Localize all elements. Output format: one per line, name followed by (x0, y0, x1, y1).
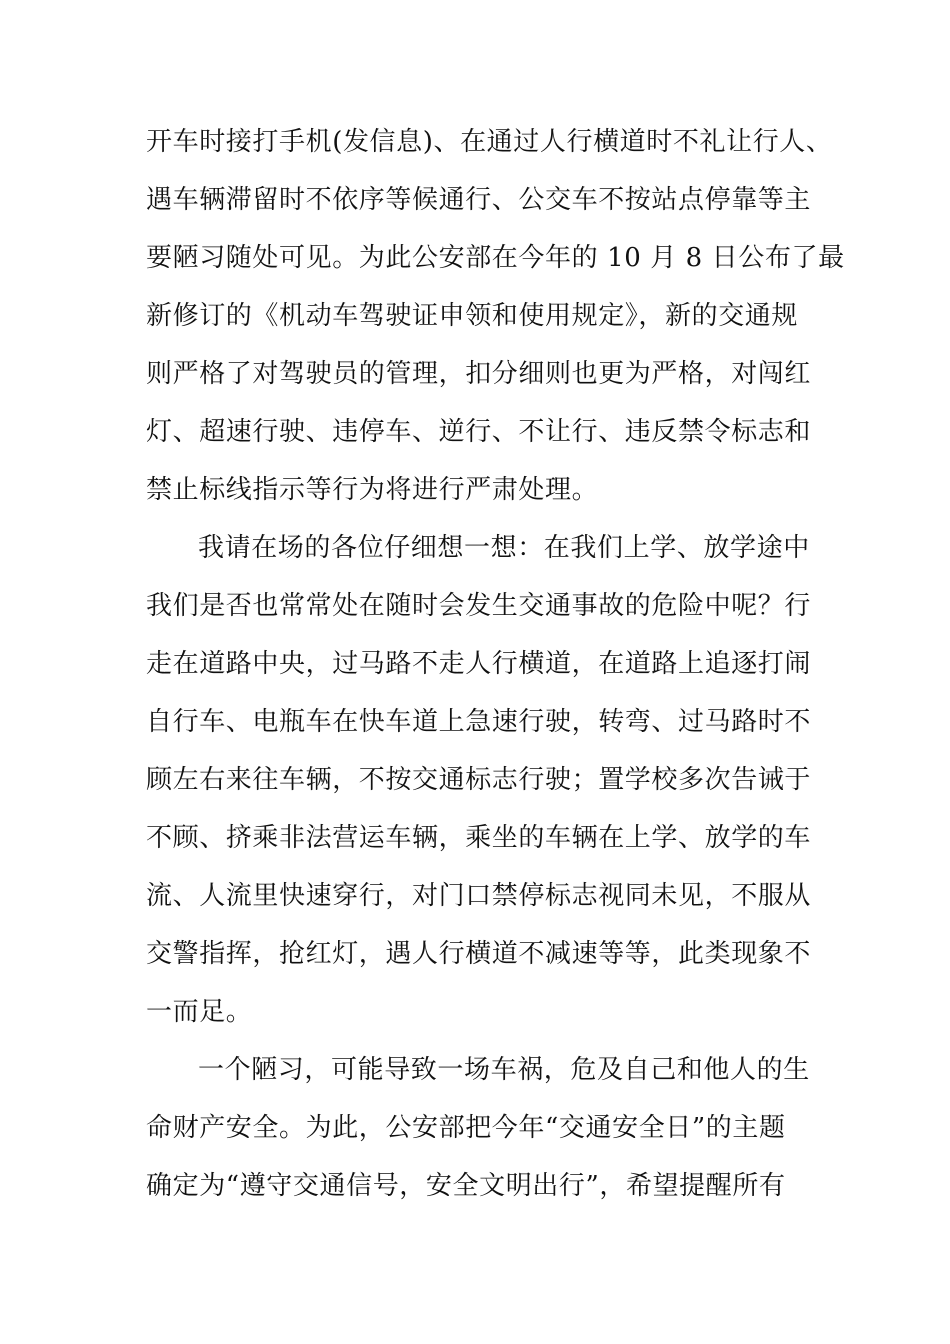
text-line-18: 命财产安全。为此，公安部把今年“交通安全日”的主题 (146, 1113, 786, 1143)
text-line-10: 走在道路中央，过马路不走人行横道，在道路上追逐打闹 (146, 649, 812, 679)
text-line-6: 灯、超速行驶、违停车、逆行、不让行、违反禁令标志和 (146, 417, 812, 447)
text-line-7: 禁止标线指示等行为将进行严肃处理。 (146, 475, 599, 505)
text-line-9: 我们是否也常常处在随时会发生交通事故的危险中呢？行 (146, 591, 812, 621)
text-line-16: 一而足。 (146, 997, 253, 1027)
text-line-4: 新修订的《机动车驾驶证申领和使用规定》，新的交通规 (146, 301, 799, 331)
text-line-14: 流、人流里快速穿行，对门口禁停标志视同未见，不服从 (146, 881, 812, 911)
paragraph-2-first-line: 我请在场的各位仔细想一想：在我们上学、放学途中 (198, 533, 810, 563)
text-line-5: 则严格了对驾驶员的管理，扣分细则也更为严格，对闯红 (146, 359, 812, 389)
text-line-12: 顾左右来往车辆，不按交通标志行驶；置学校多次告诫于 (146, 765, 812, 795)
text-line-19: 确定为“遵守交通信号，安全文明出行”，希望提醒所有 (146, 1171, 786, 1201)
paragraph-3-first-line: 一个陋习，可能导致一场车祸，危及自己和他人的生 (198, 1055, 810, 1085)
text-line-1: 开车时接打手机(发信息)、在通过人行横道时不礼让行人、 (146, 127, 833, 157)
text-line-3: 要陋习随处可见。为此公安部在今年的 10 月 8 日公布了最 (146, 243, 845, 273)
text-line-2: 遇车辆滞留时不依序等候通行、公交车不按站点停靠等主 (146, 185, 812, 215)
text-line-15: 交警指挥，抢红灯，遇人行横道不减速等等，此类现象不 (146, 939, 812, 969)
text-line-11: 自行车、电瓶车在快车道上急速行驶，转弯、过马路时不 (146, 707, 812, 737)
text-line-13: 不顾、挤乘非法营运车辆，乘坐的车辆在上学、放学的车 (146, 823, 812, 853)
